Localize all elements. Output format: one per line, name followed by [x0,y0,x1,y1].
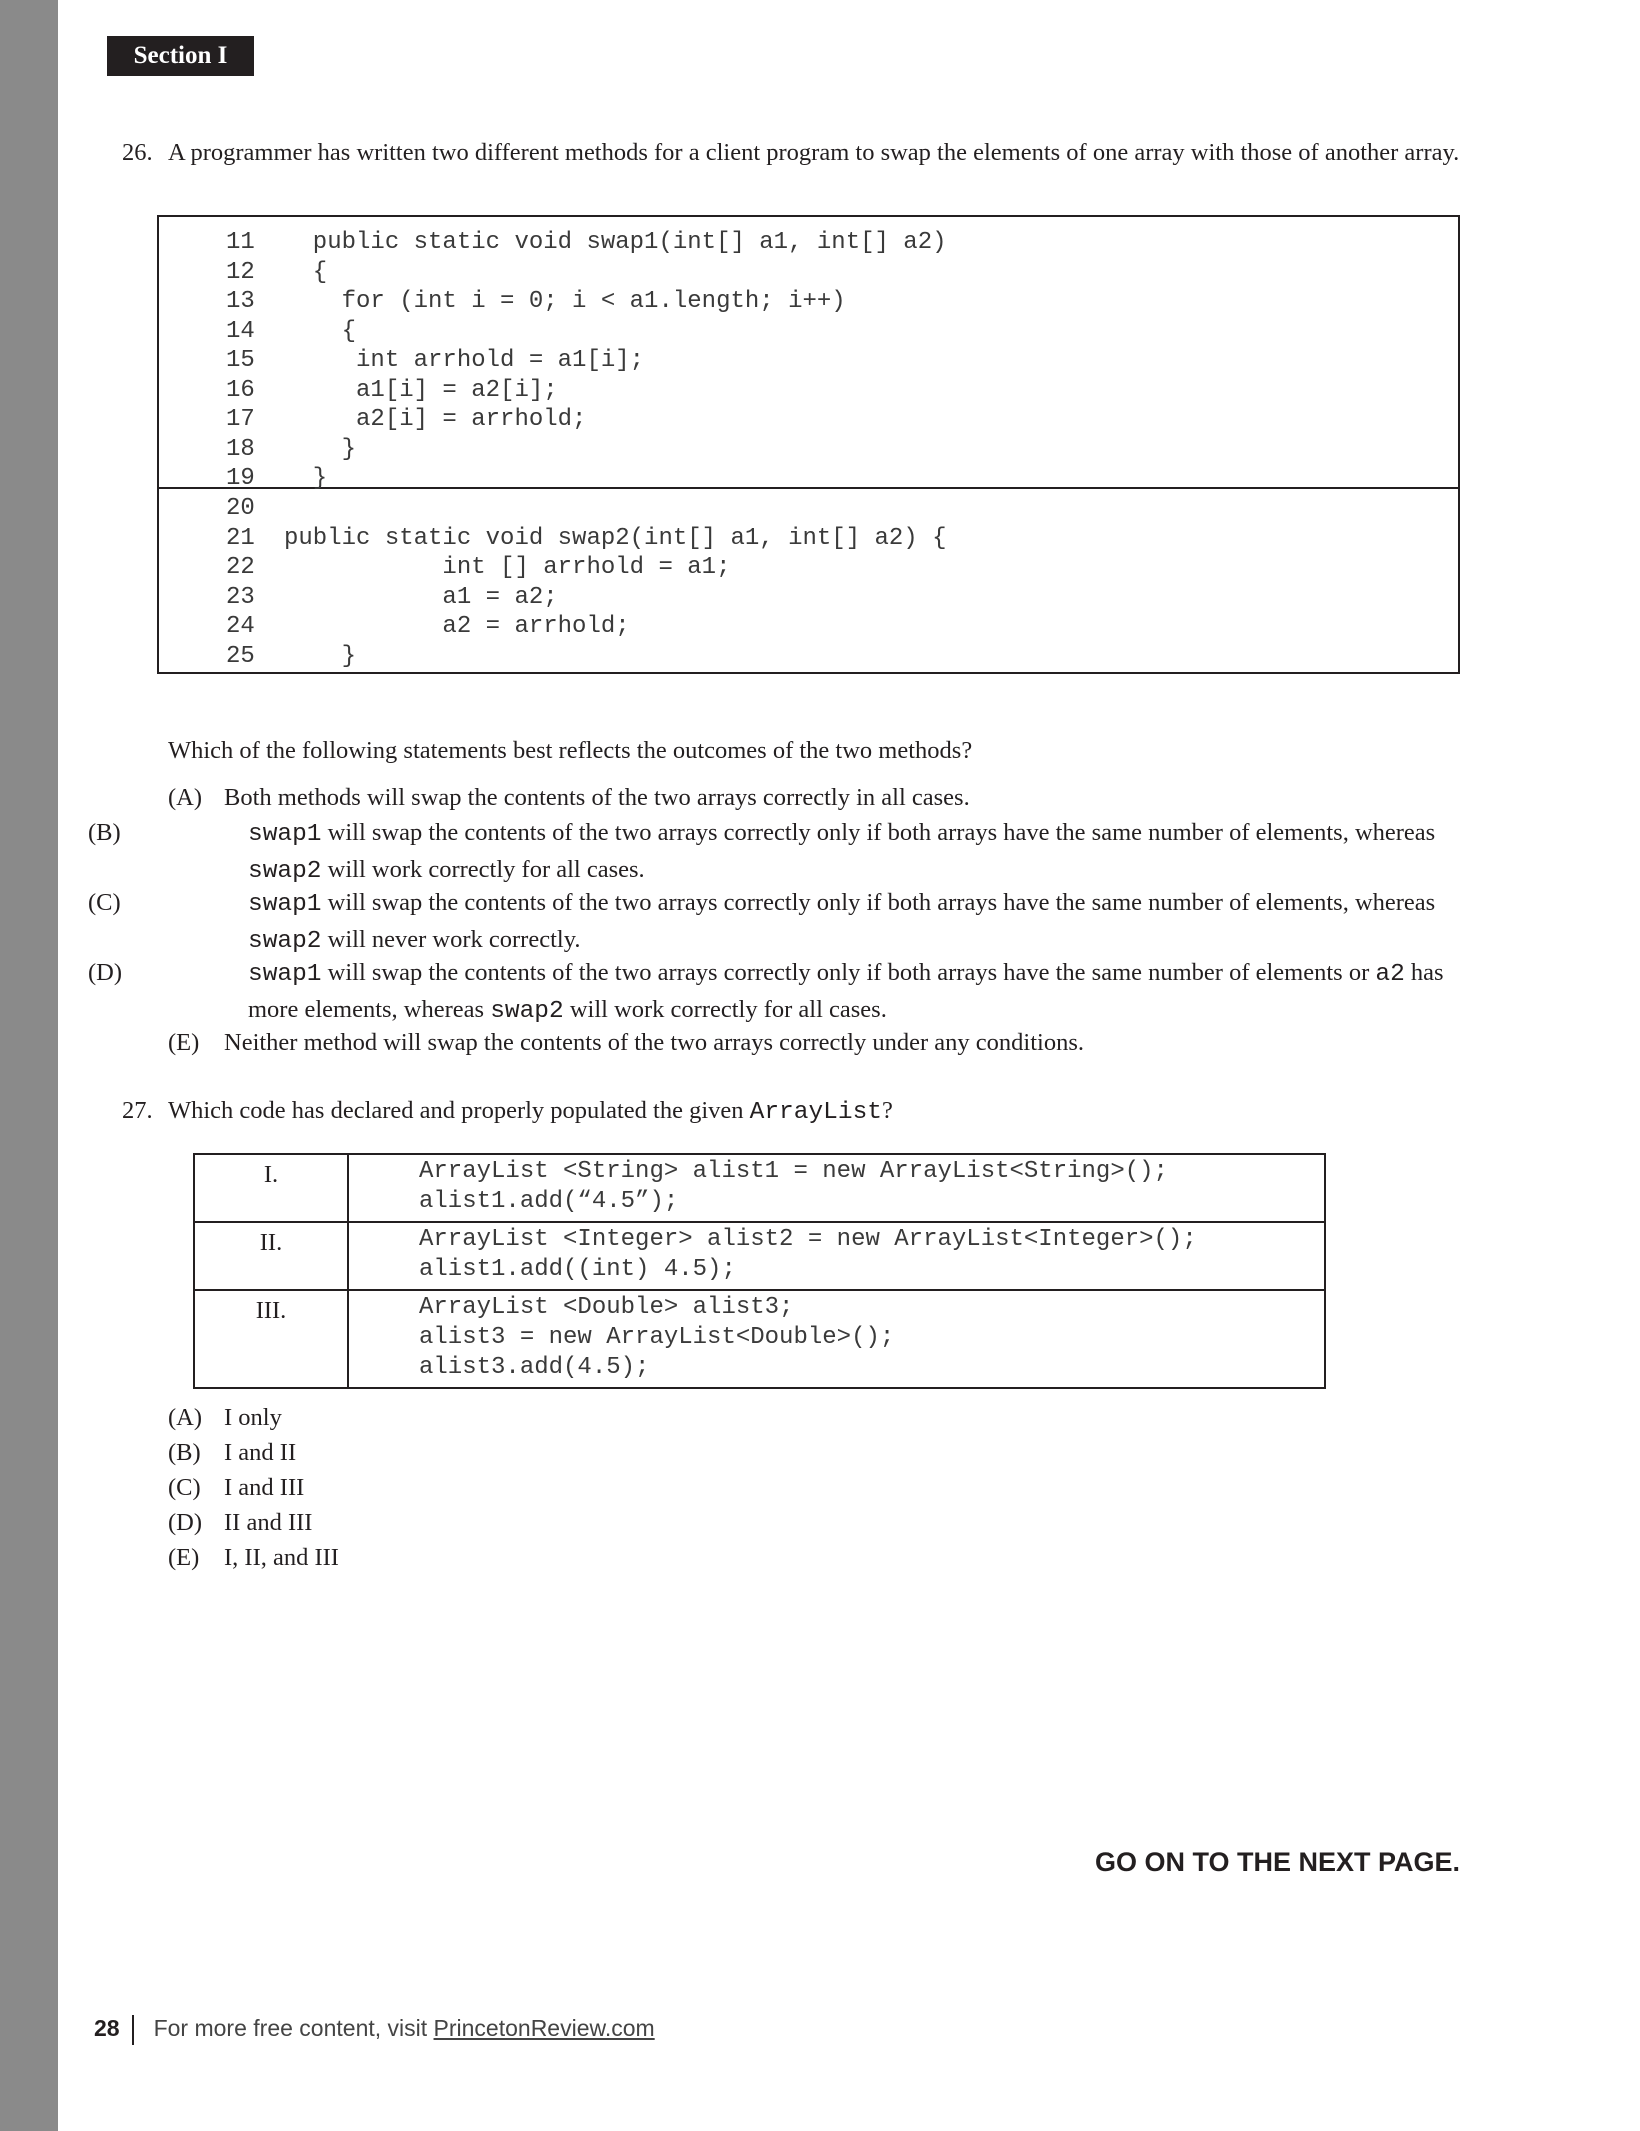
code-line: public static void swap2(int[] a1, int[] a2) { [284,524,947,552]
code-line: a2[i] = arrhold; [284,406,587,433]
line-number: 17 [226,406,255,433]
question-text: Which code has declared and properly populated the given [168,1097,750,1124]
question-26 [122,136,1482,169]
answer-option[interactable] [88,885,1478,959]
go-on-notice: GO ON TO THE NEXT PAGE. [1094,1847,1460,1877]
option-text: I and II [224,1439,297,1466]
row-code: ArrayList <String> alist1 = new ArrayList<String>(); alist1.add(“4.5”); [348,1154,1325,1222]
line-number: 14 [226,317,255,345]
row-numeral: I. [194,1154,348,1222]
option-text: I, II, and III [224,1544,339,1571]
code-line: { [284,258,328,286]
line-number: 12 [226,258,255,286]
line-number: 18 [226,435,255,463]
inline-code: ArrayList [749,1099,882,1126]
option-text: will work correctly for all cases. [321,856,645,883]
question-number: 27. [122,1097,153,1124]
answer-option[interactable] [168,1505,1478,1540]
code-line: a1[i] = a2[i]; [284,376,558,404]
row-code: ArrayList <Double> alist3; alist3 = new ArrayList<Double>(); alist3.add(4.5); [348,1290,1325,1388]
option-text: will swap the contents of the two arrays correctly only if both arrays have the same number of elements, whereas [321,819,1436,846]
option-label: (A) [168,784,203,811]
option-label: (E) [168,1029,200,1056]
option-label: (C) [88,889,121,916]
row-numeral: III. [194,1290,348,1388]
option-text: will work correctly for all cases. [563,996,887,1023]
line-number: 16 [226,376,255,404]
option-label: (A) [168,1404,203,1431]
code-line: { [284,317,357,345]
page-edge-bar [0,0,58,2131]
row-code: ArrayList <Integer> alist2 = new ArrayList<Integer>(); alist1.add((int) 4.5); [348,1222,1325,1290]
question-26-prompt: Which of the following statements best reflects the outcomes of the two methods? [168,737,973,764]
inline-code: swap2 [248,858,322,885]
inline-code: swap2 [490,998,564,1025]
code-line: public static void swap1(int[] a1, int[] a2) [284,229,947,256]
inline-code: swap1 [248,891,322,918]
footer-link[interactable]: PrincetonReview.com [433,2015,655,2042]
code-line: int [] arrhold = a1; [284,554,731,581]
line-number: 21 [226,524,255,552]
question-number: 26. [122,139,153,166]
code-line: } [284,465,328,492]
answer-option[interactable] [168,780,1478,815]
table-row [194,1154,1325,1222]
line-number: 11 [226,229,255,256]
answer-option[interactable] [168,1470,1478,1505]
footer-divider [132,2015,134,2045]
table-row [194,1290,1325,1388]
question-27 [122,1094,893,1129]
answer-option[interactable] [168,1435,1478,1470]
code-line: int arrhold = a1[i]; [284,347,645,374]
code-line: } [284,642,357,670]
line-number: 22 [226,554,255,581]
option-label: (D) [88,959,123,986]
option-label: (C) [168,1474,201,1501]
inline-code: swap1 [248,961,322,988]
inline-code: swap1 [248,821,322,848]
option-text: I and III [224,1474,305,1501]
option-text: will swap the contents of the two arrays correctly only if both arrays have the same number of elements or [321,959,1376,986]
row-numeral: II. [194,1222,348,1290]
option-label: (B) [168,1439,201,1466]
code-options-table [193,1153,1326,1389]
code-line: } [284,435,357,463]
line-number: 15 [226,347,255,374]
option-text: Neither method will swap the contents of the two arrays correctly under any conditions. [224,1029,1084,1056]
code-line: a1 = a2; [284,583,558,611]
footer-text: For more free content, visit [153,2015,434,2042]
code-line: a2 = arrhold; [284,613,630,640]
answer-option[interactable] [168,1400,1478,1435]
line-number: 23 [226,583,255,611]
option-text: will swap the contents of the two arrays correctly only if both arrays have the same number of elements, whereas [321,889,1436,916]
answer-option[interactable] [88,955,1478,1029]
line-number: 13 [226,288,255,315]
footer [94,2015,655,2045]
line-number: 25 [226,642,255,670]
answer-option[interactable] [88,815,1478,889]
option-label: (E) [168,1544,200,1571]
answer-option[interactable] [168,1540,1478,1575]
question-end: ? [881,1097,893,1124]
line-number: 24 [226,613,255,640]
option-text: II and III [224,1509,313,1536]
table-row [194,1222,1325,1290]
code-line: for (int i = 0; i < a1.length; i++) [284,288,846,315]
answer-option[interactable] [168,1025,1478,1060]
inline-code: a2 [1375,961,1405,988]
line-number: 19 [226,465,255,492]
option-text: will never work correctly. [321,926,581,953]
page-number: 28 [94,2015,120,2042]
line-number: 20 [226,495,255,522]
option-label: (B) [88,819,121,846]
option-text: has more elements, whereas [248,959,1444,1023]
question-text: A programmer has written two different methods for a client program to swap the elements of one array with those of another array. [168,139,1460,166]
inline-code: swap2 [248,928,322,955]
option-text: Both methods will swap the contents of the two arrays correctly in all cases. [224,784,970,811]
option-text: I only [224,1404,282,1431]
section-badge: Section I [107,36,254,76]
option-label: (D) [168,1509,203,1536]
